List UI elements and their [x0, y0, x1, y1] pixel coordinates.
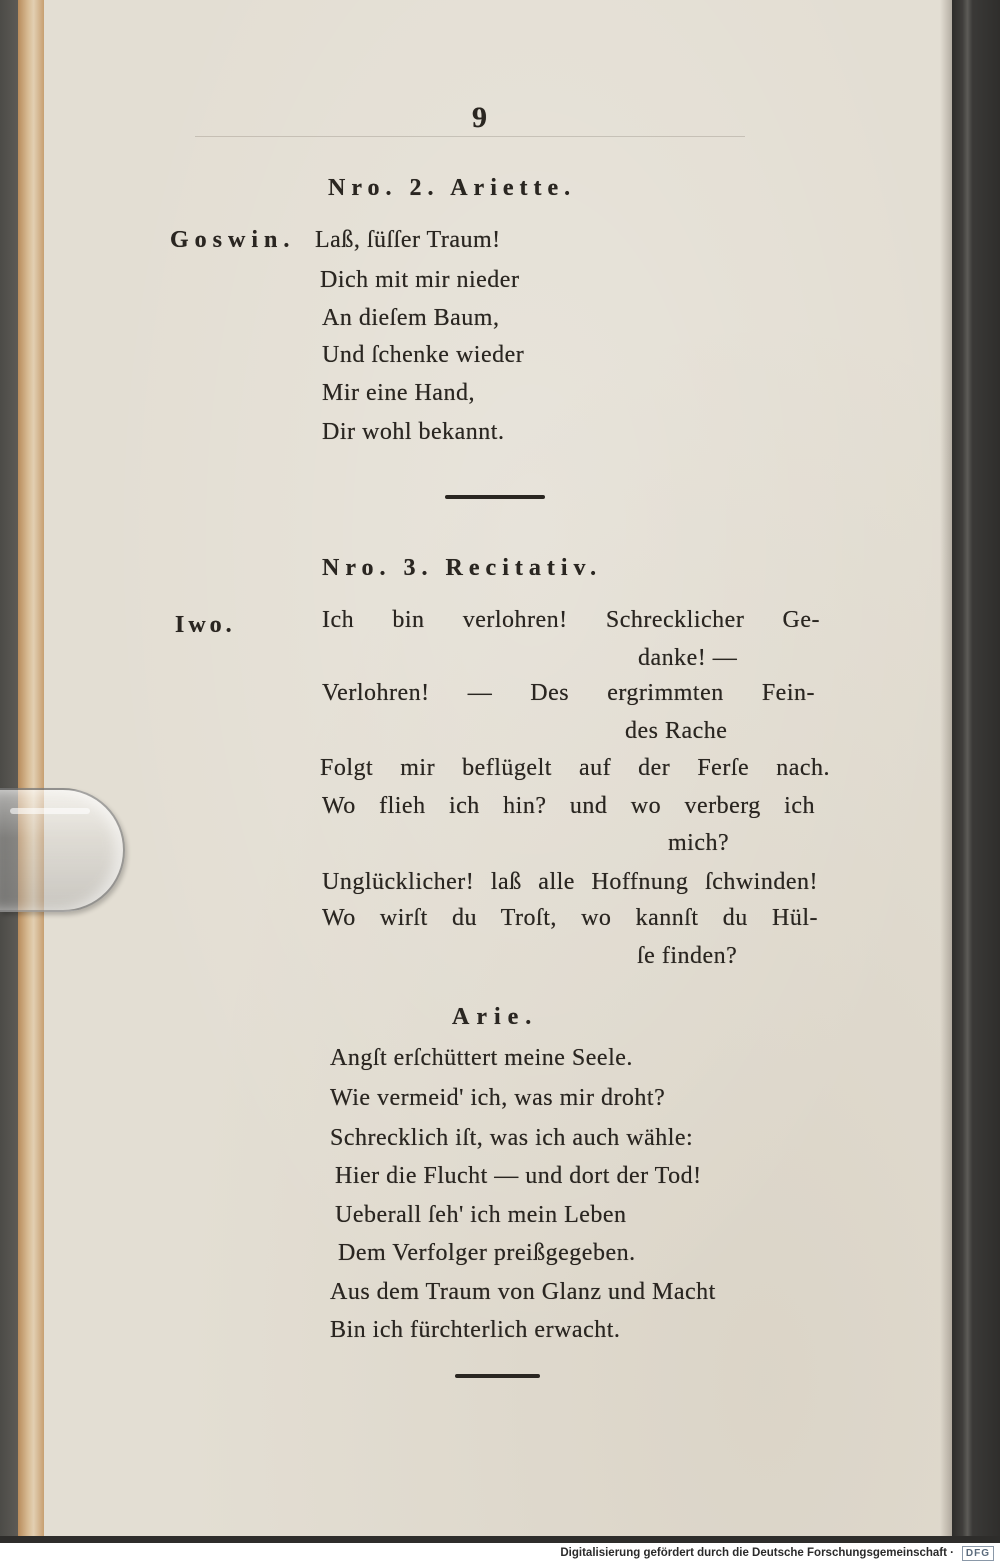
verse-line: mich?: [668, 830, 730, 856]
dfg-logo: DFG: [962, 1546, 994, 1561]
section-heading: Nro. 2. Ariette.: [328, 175, 577, 201]
section-divider: [455, 1374, 540, 1378]
verse-line: Wo wirſt du Troſt, wo kannſt du Hül-: [322, 905, 818, 931]
page-edge-right: [940, 0, 952, 1536]
verse-line: Wie vermeid' ich, was mir droht?: [330, 1085, 666, 1111]
funding-credit: Digitalisierung gefördert durch die Deutsche Forschungsgemeinschaft ·: [560, 1547, 954, 1559]
verse-line: Verlohren! — Des ergrimmten Fein-: [322, 680, 815, 706]
verse-line: Laß, ſüſſer Traum!: [315, 227, 501, 253]
section-divider: [445, 495, 545, 499]
verse-line: Folgt mir beflügelt auf der Ferſe nach.: [320, 755, 830, 781]
verse-line: An dieſem Baum,: [322, 305, 500, 331]
transparent-page-clip: [0, 788, 125, 912]
verse-line: Angſt erſchüttert meine Seele.: [330, 1045, 633, 1071]
verse-line: Und ſchenke wieder: [322, 342, 525, 368]
verse-line: Wo flieh ich hin? und wo verberg ich: [322, 793, 815, 819]
verse-line: Hier die Flucht — und dort der Tod!: [335, 1163, 702, 1189]
scanner-background-right: [950, 0, 1000, 1543]
verse-line: Mir eine Hand,: [322, 380, 475, 406]
verse-line: Aus dem Traum von Glanz und Macht: [330, 1279, 716, 1305]
clip-highlight: [10, 808, 90, 814]
header-rule: [195, 136, 745, 137]
speaker-name: Iwo.: [175, 612, 236, 638]
scanner-background-left: [0, 0, 20, 1543]
scanner-background-bottom: [0, 1536, 1000, 1543]
section-heading: Nro. 3. Recitativ.: [322, 555, 603, 581]
verse-line: Unglücklicher! laß alle Hoffnung ſchwinden!: [322, 869, 818, 895]
page-number: 9: [472, 101, 488, 134]
verse-line: danke! —: [638, 645, 738, 671]
verse-line: ſe finden?: [637, 943, 738, 969]
verse-line: Dir wohl bekannt.: [322, 419, 505, 445]
page-edge-left: [18, 0, 44, 1536]
verse-line: Dich mit mir nieder: [320, 267, 520, 293]
verse-line: Ich bin verlohren! Schrecklicher Ge-: [322, 607, 820, 633]
verse-line: Ueberall ſeh' ich mein Leben: [335, 1202, 627, 1228]
section-heading: Arie.: [452, 1004, 539, 1030]
verse-line: Bin ich fürchterlich erwacht.: [330, 1317, 621, 1343]
verse-line: Schrecklich iſt, was ich auch wähle:: [330, 1125, 694, 1151]
speaker-name: Goswin.: [170, 227, 296, 253]
footer-credit-bar: [0, 1543, 1000, 1564]
verse-line: Dem Verfolger preißgegeben.: [338, 1240, 636, 1266]
verse-line: des Rache: [625, 718, 728, 744]
